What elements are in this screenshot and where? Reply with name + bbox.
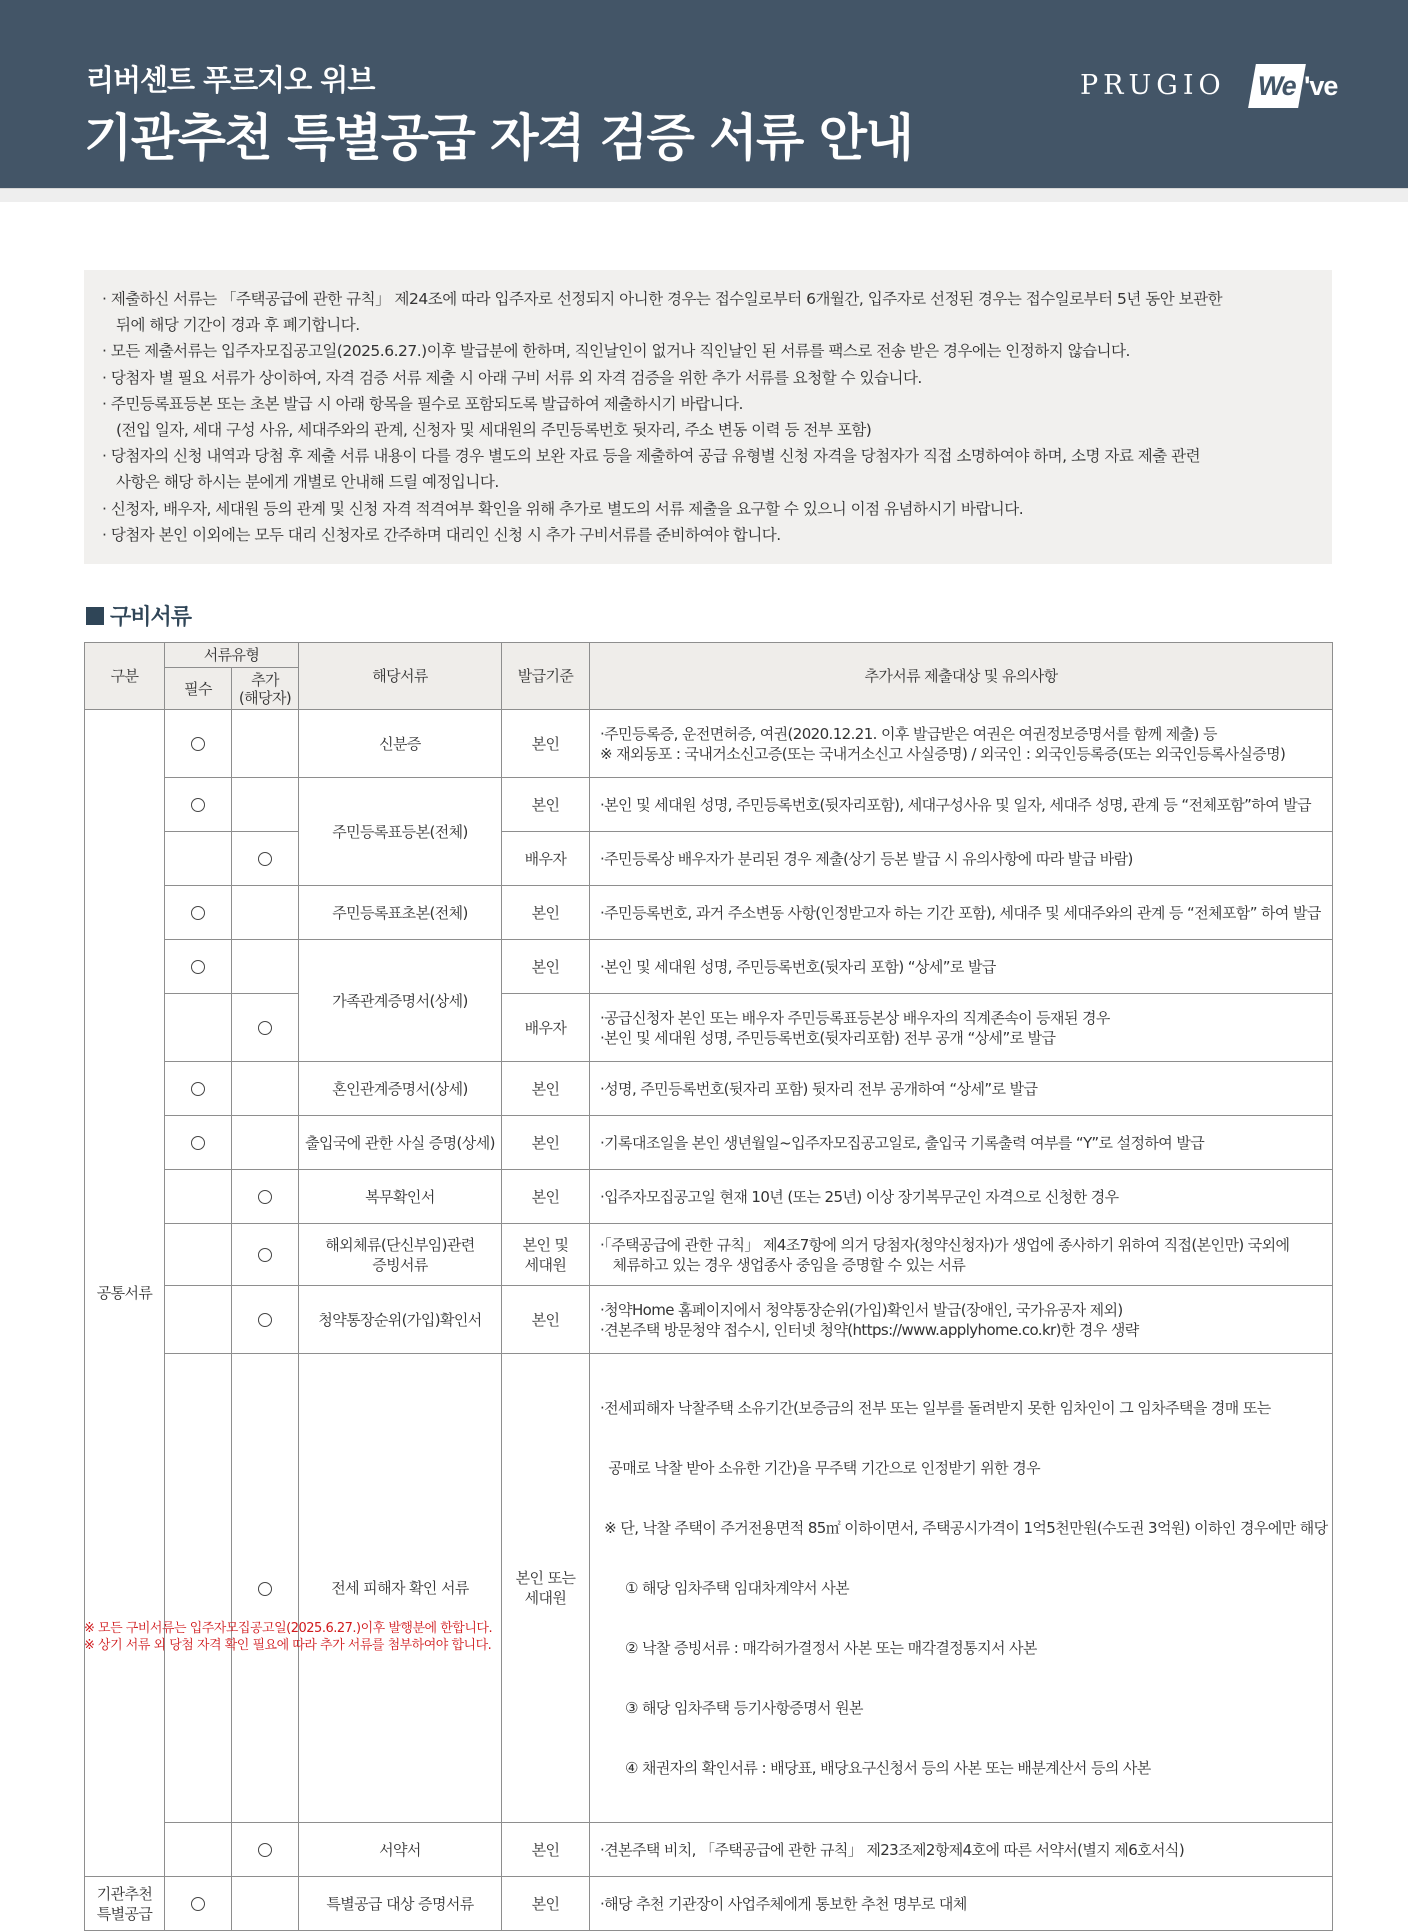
circle-mark-icon [258, 1582, 272, 1596]
notes-cell [590, 940, 1333, 994]
table-row [85, 1354, 1333, 1823]
required-cell [165, 710, 232, 778]
footnotes [84, 1620, 492, 1654]
table-row [85, 1823, 1333, 1877]
table-row [85, 1170, 1333, 1224]
note-line: ·주민등록상 배우자가 분리된 경우 제출(상기 등본 발급 시 유의사항에 따라 발급 바람) [600, 849, 1133, 868]
notes-cell [590, 1286, 1333, 1354]
document-line: 증빙서류 [372, 1255, 428, 1274]
notice-line: 사항은 해당 하시는 분에게 개별로 안내해 드릴 예정입니다. [116, 473, 499, 492]
circle-mark-icon [258, 852, 272, 866]
section-title-text: 구비서류 [110, 605, 192, 630]
document-cell: 복무확인서 [299, 1170, 502, 1224]
note-line: ·주민등록번호, 과거 주소변동 사항(인정받고자 하는 기간 포함), 세대주 및 세대주와의 관계 등 “전체포함” 하여 발급 [600, 903, 1321, 922]
basis-cell: 배우자 [502, 994, 590, 1062]
notice-line: 뒤에 해당 기간이 경과 후 폐기합니다. [116, 316, 360, 335]
note-line: ·전세피해자 낙찰주택 소유기간(보증금의 전부 또는 일부를 돌려받지 못한 임차인이 그 임차주택을 경매 또는 [600, 1399, 1271, 1417]
document-cell: 서약서 [299, 1823, 502, 1877]
basis-cell: 본인 [502, 1823, 590, 1877]
basis-cell: 본인 [502, 778, 590, 832]
required-cell [165, 1062, 232, 1116]
required-cell [165, 1354, 232, 1823]
required-cell [165, 886, 232, 940]
header-required: 필수 [165, 668, 232, 710]
circle-mark-icon [258, 1313, 272, 1327]
note-line: ③ 해당 임차주택 등기사항증명서 원본 [600, 1699, 863, 1717]
additional-cell [232, 1354, 299, 1823]
basis-cell: 본인 [502, 1116, 590, 1170]
required-cell [165, 1286, 232, 1354]
category-line: 기관추천 [96, 1884, 153, 1903]
notes-cell [590, 886, 1333, 940]
required-cell [165, 1116, 232, 1170]
notes-cell [590, 1877, 1333, 1931]
note-line: 체류하고 있는 경우 생업종사 중임을 증명할 수 있는 서류 [600, 1255, 966, 1274]
basis-cell: 본인 [502, 1170, 590, 1224]
header-notes: 추가서류 제출대상 및 유의사항 [590, 643, 1333, 710]
note-line: ※ 재외동포 : 국내거소신고증(또는 국내거소신고 사실증명) / 외국인 : 외국인등록증(또는 외국인등록사실증명) [600, 744, 1286, 763]
notice-line: · 당첨자 본인 이외에는 모두 대리 신청자로 간주하며 대리인 신청 시 추가 구비서류를 준비하여야 합니다. [102, 525, 781, 544]
basis-cell [502, 1224, 590, 1286]
notes-cell [590, 1116, 1333, 1170]
document-cell: 전세 피해자 확인 서류 [299, 1354, 502, 1823]
notice-line: · 제출하신 서류는 「주택공급에 관한 규칙」 제24조에 따라 입주자로 선정되지 아니한 경우는 접수일로부터 6개월간, 입주자로 선정된 경우는 접수일로부터 5년 동안 보관한 [102, 290, 1223, 308]
header-additional-sub: (해당자) [238, 688, 292, 707]
documents-table [84, 642, 1333, 1931]
circle-mark-icon [258, 1248, 272, 1262]
circle-mark-icon [258, 1190, 272, 1204]
required-cell [165, 1877, 232, 1931]
basis-cell: 본인 [502, 886, 590, 940]
required-cell [165, 1224, 232, 1286]
additional-cell [232, 1062, 299, 1116]
note-line: 공매로 낙찰 받아 소유한 기간)을 무주택 기간으로 인정받기 위한 경우 [600, 1459, 1041, 1477]
circle-mark-icon [191, 960, 205, 974]
additional-cell [232, 994, 299, 1062]
circle-mark-icon [191, 1136, 205, 1150]
note-line: ·본인 및 세대원 성명, 주민등록번호(뒷자리 포함) “상세”로 발급 [600, 957, 996, 976]
note-line: ·「주택공급에 관한 규칙」 제4조7항에 의거 당첨자(청약신청자)가 생업에 종사하기 위하여 직접(본인만) 국외에 [600, 1235, 1290, 1254]
weve-logo [1252, 62, 1338, 112]
table-row [85, 710, 1333, 778]
prugio-logo: PRUGIO [1080, 70, 1226, 101]
category-institution [85, 1877, 165, 1931]
basis-cell [502, 1354, 590, 1823]
notice-line: · 당첨자의 신청 내역과 당첨 후 제출 서류 내용이 다를 경우 별도의 보완 자료 등을 제출하여 공급 유형별 신청 자격을 당첨자가 직접 소명하여야 하며, 소명 자료 제출 관련 [102, 447, 1201, 466]
notes-cell [590, 710, 1333, 778]
notes-cell [590, 994, 1333, 1062]
additional-cell [232, 1877, 299, 1931]
notes-cell [590, 832, 1333, 886]
basis-cell: 본인 [502, 1877, 590, 1931]
circle-mark-icon [191, 906, 205, 920]
document-cell [299, 1224, 502, 1286]
basis-line: 본인 또는 [515, 1569, 576, 1587]
required-cell [165, 778, 232, 832]
circle-mark-icon [258, 1021, 272, 1035]
additional-cell [232, 940, 299, 994]
basis-cell: 배우자 [502, 832, 590, 886]
table-row [85, 1062, 1333, 1116]
note-line: ※ 단, 낙찰 주택이 주거전용면적 85㎡ 이하이면서, 주택공시가격이 1억5천만원(수도권 3억원) 이하인 경우에만 해당 [600, 1519, 1328, 1537]
note-line: ·본인 및 세대원 성명, 주민등록번호(뒷자리포함) 전부 공개 “상세”로 발급 [600, 1028, 1056, 1047]
notes-cell [590, 1823, 1333, 1877]
table-row [85, 994, 1333, 1062]
note-line: ·본인 및 세대원 성명, 주민등록번호(뒷자리포함), 세대구성사유 및 일자, 세대주 성명, 관계 등 “전체포함”하여 발급 [600, 795, 1312, 814]
circle-mark-icon [191, 1082, 205, 1096]
circle-mark-icon [191, 737, 205, 751]
document-cell: 특별공급 대상 증명서류 [299, 1877, 502, 1931]
document-cell: 주민등록표초본(전체) [299, 886, 502, 940]
category-line: 특별공급 [96, 1904, 153, 1923]
table-row [85, 832, 1333, 886]
footnote: ※ 모든 구비서류는 입주자모집공고일(2025.6.27.)이후 발행분에 한합니다. [84, 1621, 493, 1636]
notes-cell [590, 1062, 1333, 1116]
basis-line: 세대원 [524, 1589, 567, 1607]
note-line: ① 해당 임차주택 임대차계약서 사본 [600, 1579, 849, 1597]
notice-line: · 당첨자 별 필요 서류가 상이하여, 자격 검증 서류 제출 시 아래 구비 서류 외 자격 검증을 위한 추가 서류를 요청할 수 있습니다. [102, 368, 922, 387]
additional-cell [232, 1116, 299, 1170]
notice-line: (전입 일자, 세대 구성 사유, 세대주와의 관계, 신청자 및 세대원의 주민등록번호 뒷자리, 주소 변동 이력 등 전부 포함) [116, 421, 872, 440]
footnote: ※ 상기 서류 외 당첨 자격 확인 필요에 따라 추가 서류를 첨부하여야 합니다. [84, 1638, 492, 1653]
required-cell [165, 1823, 232, 1877]
additional-cell [232, 778, 299, 832]
table-row [85, 1224, 1333, 1286]
header-divider [0, 188, 1408, 202]
basis-cell: 본인 [502, 710, 590, 778]
table-row [85, 1116, 1333, 1170]
header-document: 해당서류 [299, 643, 502, 710]
notes-cell [590, 1170, 1333, 1224]
category-common: 공통서류 [85, 710, 165, 1877]
note-line: ·청약Home 홈페이지에서 청약통장순위(가입)확인서 발급(장애인, 국가유공자 제외) [600, 1300, 1123, 1319]
header-issue-basis: 발급기준 [502, 643, 590, 710]
notice-box [84, 270, 1332, 564]
note-line: ·해당 추천 기관장이 사업주체에게 통보한 추천 명부로 대체 [600, 1894, 967, 1913]
document-cell: 주민등록표등본(전체) [299, 778, 502, 886]
table-row [85, 1286, 1333, 1354]
weve-logo-we: We [1248, 64, 1306, 108]
document-cell: 청약통장순위(가입)확인서 [299, 1286, 502, 1354]
basis-cell: 본인 [502, 1286, 590, 1354]
header-additional-label: 추가 [251, 670, 279, 689]
required-cell [165, 832, 232, 886]
header-category: 구분 [85, 643, 165, 710]
square-bullet-icon [86, 607, 104, 625]
additional-cell [232, 886, 299, 940]
notes-cell [590, 778, 1333, 832]
table-row [85, 940, 1333, 994]
note-line: ·공급신청자 본인 또는 배우자 주민등록표등본상 배우자의 직계존속이 등재된 경우 [600, 1008, 1110, 1027]
table-row [85, 1877, 1333, 1931]
basis-cell: 본인 [502, 1062, 590, 1116]
note-line: ·입주자모집공고일 현재 10년 (또는 25년) 이상 장기복무군인 자격으로 신청한 경우 [600, 1187, 1119, 1206]
note-line: ② 낙찰 증빙서류 : 매각허가결정서 사본 또는 매각결정통지서 사본 [600, 1639, 1037, 1657]
note-line: ·성명, 주민등록번호(뒷자리 포함) 뒷자리 전부 공개하여 “상세”로 발급 [600, 1079, 1038, 1098]
notes-cell [590, 1354, 1333, 1823]
document-cell: 혼인관계증명서(상세) [299, 1062, 502, 1116]
document-line: 해외체류(단신부임)관련 [325, 1235, 475, 1254]
header-additional [232, 668, 299, 710]
weve-logo-ve: 've [1304, 71, 1338, 101]
notes-cell [590, 1224, 1333, 1286]
additional-cell [232, 1170, 299, 1224]
basis-line: 본인 및 [522, 1235, 569, 1254]
basis-cell: 본인 [502, 940, 590, 994]
note-line: ·견본주택 비치, 「주택공급에 관한 규칙」 제23조제2항제4호에 따른 서약서(별지 제6호서식) [600, 1840, 1185, 1859]
document-cell: 가족관계증명서(상세) [299, 940, 502, 1062]
additional-cell [232, 832, 299, 886]
additional-cell [232, 1224, 299, 1286]
additional-cell [232, 1823, 299, 1877]
section-title [86, 600, 191, 631]
note-line: ·기록대조일을 본인 생년월일~입주자모집공고일로, 출입국 기록출력 여부를 “Y”로 설정하여 발급 [600, 1133, 1205, 1152]
note-line: ④ 채권자의 확인서류 : 배당표, 배당요구신청서 등의 사본 또는 배분계산서 등의 사본 [600, 1759, 1151, 1777]
notice-line: · 신청자, 배우자, 세대원 등의 관계 및 신청 자격 적격여부 확인을 위해 추가로 별도의 서류 제출을 요구할 수 있으니 이점 유념하시기 바랍니다. [102, 499, 1024, 518]
header-banner [0, 0, 1408, 188]
circle-mark-icon [191, 798, 205, 812]
page-title: 기관추천 특별공급 자격 검증 서류 안내 [84, 109, 913, 167]
document-cell: 출입국에 관한 사실 증명(상세) [299, 1116, 502, 1170]
required-cell [165, 1170, 232, 1224]
table-row [85, 886, 1333, 940]
sub-title: 리버센트 푸르지오 위브 [86, 63, 375, 97]
table-row [85, 778, 1333, 832]
note-line: ·주민등록증, 운전면허증, 여권(2020.12.21. 이후 발급받은 여권은 여권정보증명서를 함께 제출) 등 [600, 724, 1217, 743]
document-cell: 신분증 [299, 710, 502, 778]
circle-mark-icon [191, 1897, 205, 1911]
circle-mark-icon [258, 1843, 272, 1857]
notice-line: · 주민등록표등본 또는 초본 발급 시 아래 항목을 필수로 포함되도록 발급하여 제출하시기 바랍니다. [102, 394, 743, 413]
note-line: ·견본주택 방문청약 접수시, 인터넷 청약(https://www.applyhome.co.kr)한 경우 생략 [600, 1320, 1139, 1339]
header-doc-type: 서류유형 [165, 643, 299, 668]
additional-cell [232, 710, 299, 778]
required-cell [165, 994, 232, 1062]
basis-line: 세대원 [524, 1255, 567, 1274]
required-cell [165, 940, 232, 994]
notice-line: · 모든 제출서류는 입주자모집공고일(2025.6.27.)이후 발급분에 한하며, 직인날인이 없거나 직인날인 된 서류를 팩스로 전송 받은 경우에는 인정하지 않습니다. [102, 342, 1130, 361]
additional-cell [232, 1286, 299, 1354]
